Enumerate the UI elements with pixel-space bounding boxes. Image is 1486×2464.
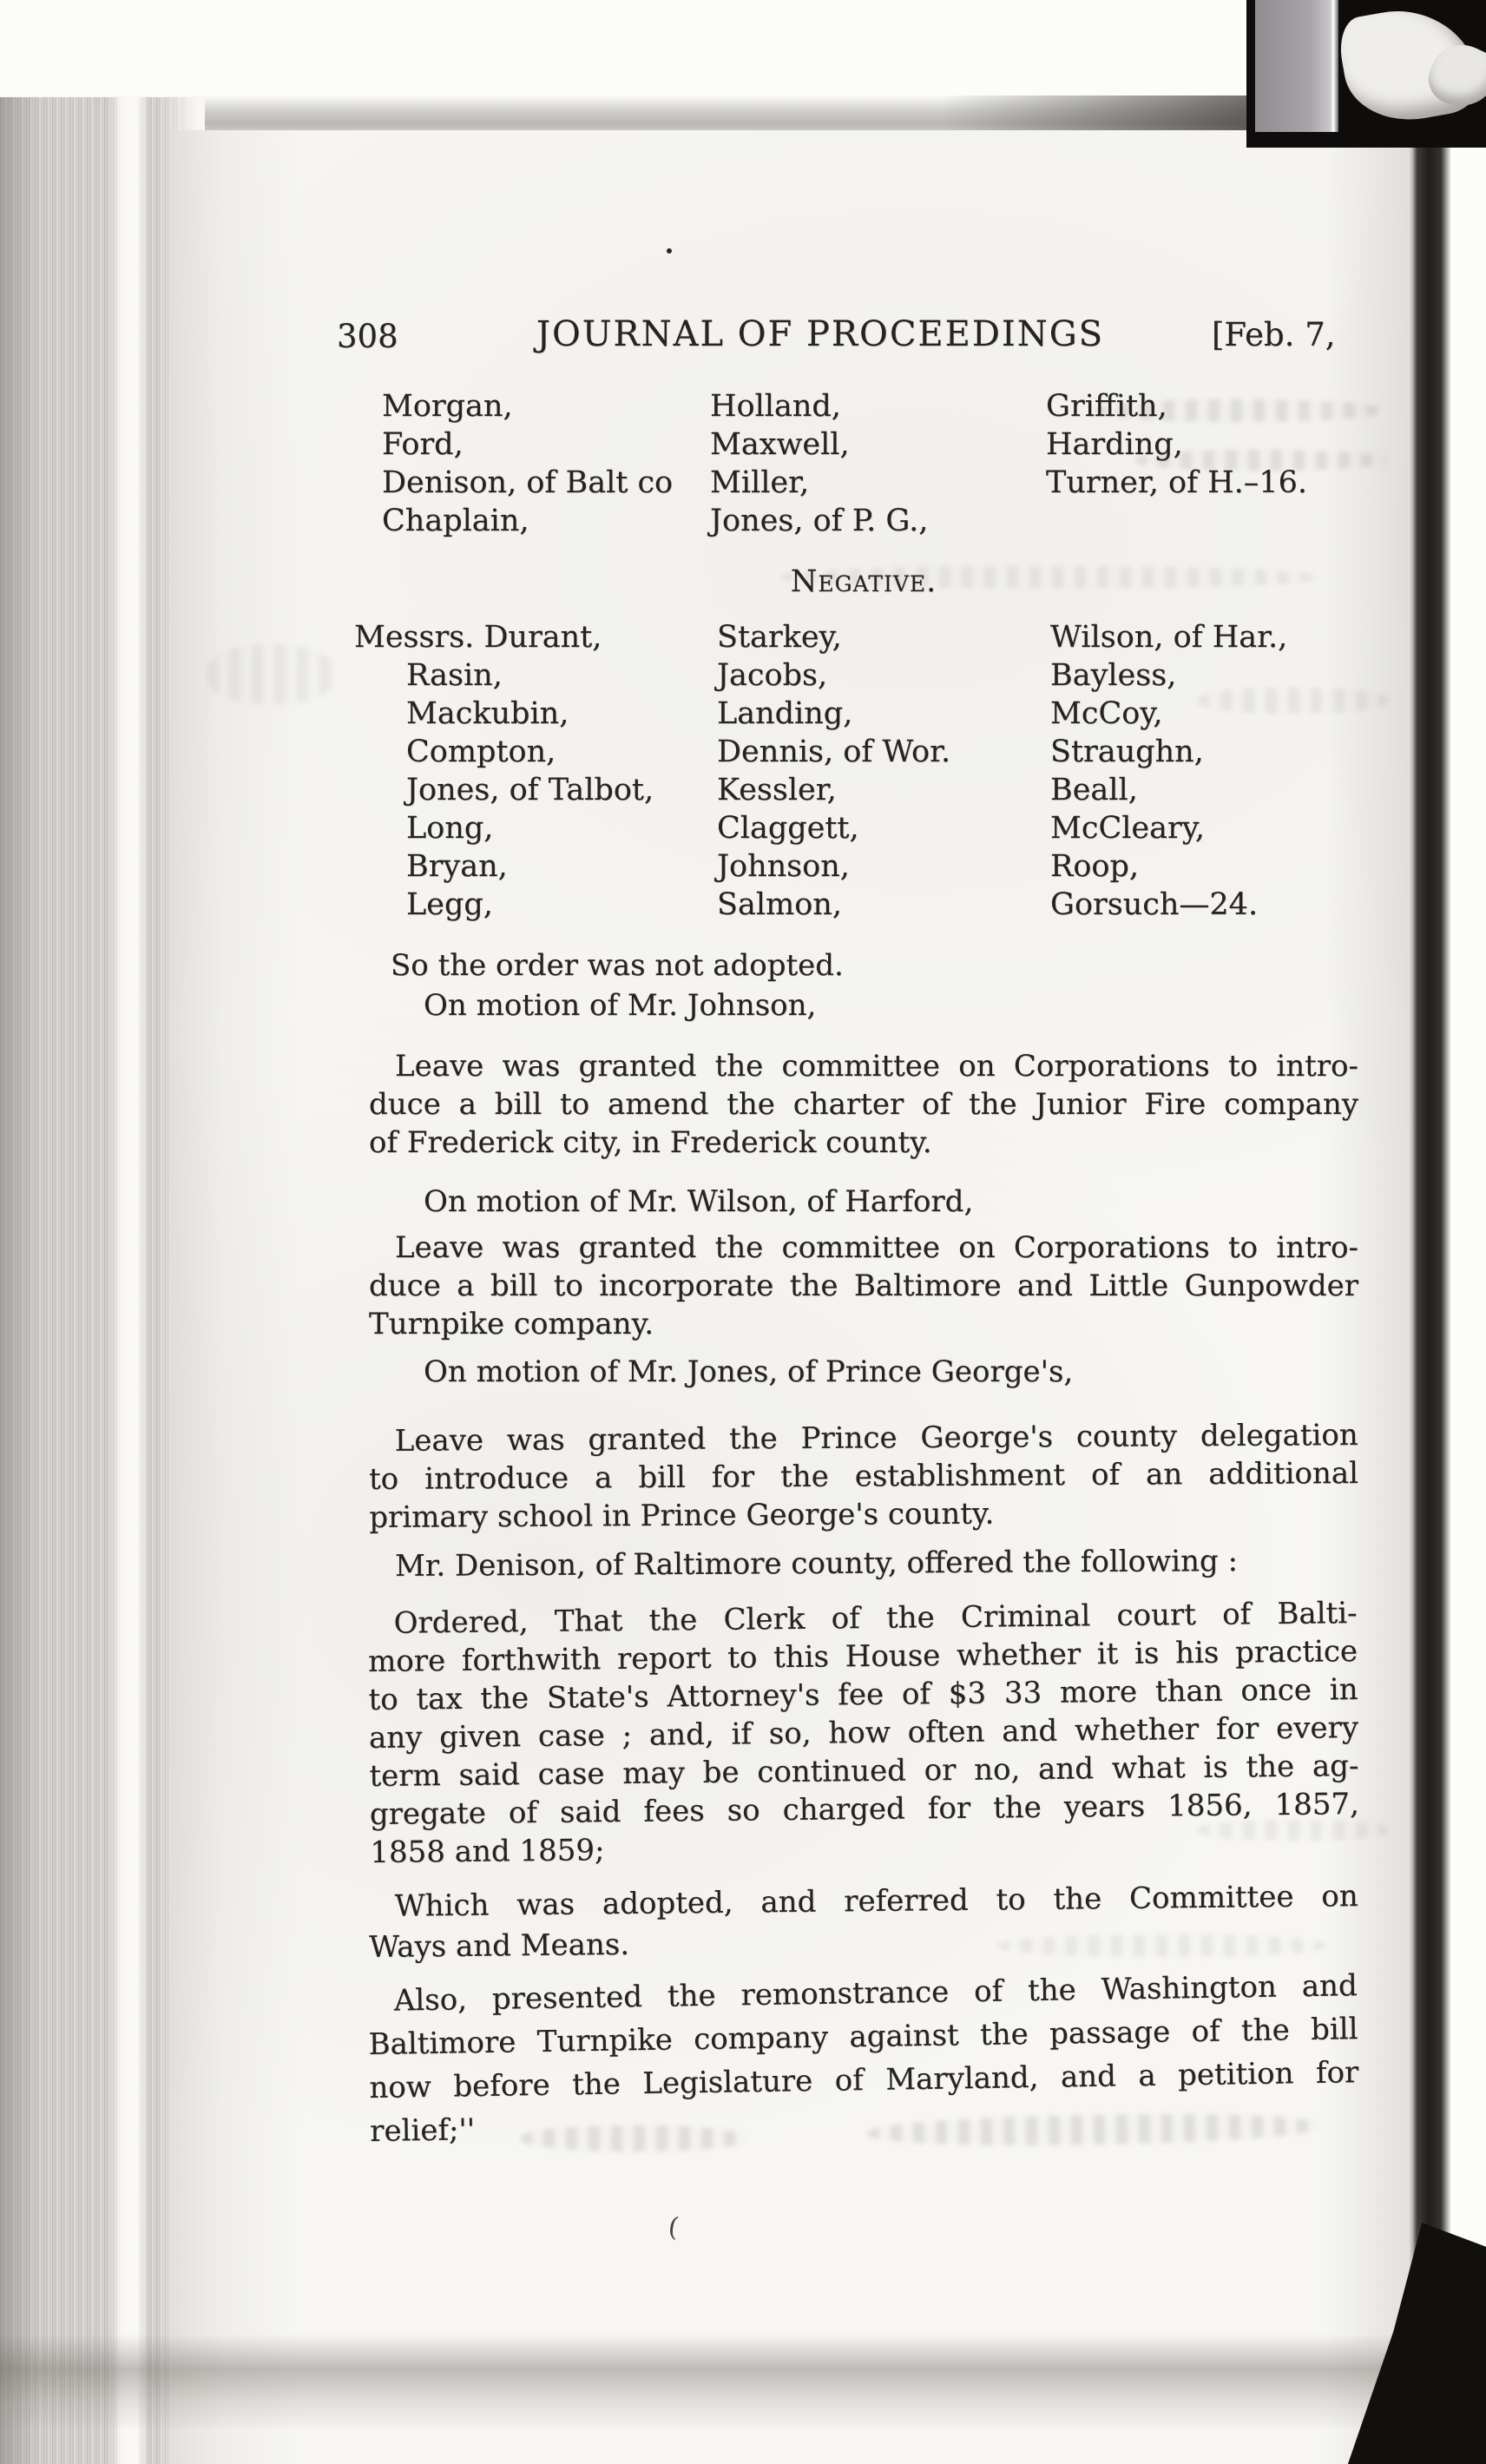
text-line: of Frederick city, in Frederick county. bbox=[369, 1125, 932, 1160]
text-line: now before the Legislature of Maryland, and a petition for bbox=[369, 2055, 1359, 2105]
list-item: Long, bbox=[406, 811, 494, 846]
list-item: Holland, bbox=[710, 389, 841, 424]
motion-line-wilson: On motion of Mr. Wilson, of Harford, bbox=[424, 1184, 974, 1219]
vote-column-1 bbox=[382, 387, 673, 540]
list-item: Kessler, bbox=[717, 773, 837, 807]
list-item: Straughn, bbox=[1050, 735, 1204, 769]
negative-heading: Negative. bbox=[790, 564, 937, 599]
text-line: Leave was granted the Prince George's county delegation bbox=[394, 1418, 1358, 1459]
text-line: Baltimore Turnpike company against the passage of the bill bbox=[368, 2012, 1358, 2063]
list-item: McCleary, bbox=[1050, 811, 1205, 846]
list-item: Jacobs, bbox=[717, 658, 828, 693]
list-item: Denison, of Balt co bbox=[382, 465, 674, 500]
list-item: Legg, bbox=[406, 887, 493, 922]
list-item: Mackubin, bbox=[406, 696, 569, 731]
text-line: Ordered, That the Clerk of the Criminal court of Balti- bbox=[393, 1596, 1358, 1641]
list-item: Wilson, of Har., bbox=[1050, 620, 1288, 655]
list-item: Bayless, bbox=[1050, 658, 1177, 693]
list-item: Chaplain, bbox=[382, 504, 529, 538]
text-line: to tax the State's Attorney's fee of $3 33 more than once in bbox=[368, 1672, 1358, 1718]
list-item: Johnson, bbox=[717, 849, 850, 884]
list-item: Messrs. Durant, bbox=[354, 620, 602, 655]
list-item: Ford, bbox=[382, 427, 464, 462]
text-line: relief;'' bbox=[369, 2112, 476, 2149]
page-number: 308 bbox=[337, 318, 398, 355]
text-line: gregate of said fees so charged for the years 1856, 1857, bbox=[369, 1787, 1360, 1832]
list-item: Landing, bbox=[717, 696, 853, 731]
paragraph-remonstrance bbox=[367, 1964, 1359, 2153]
vote-column-1 bbox=[354, 618, 654, 924]
paragraph-fire-company bbox=[369, 1047, 1358, 1162]
text-line: Also, presented the remonstrance of the Washington and bbox=[393, 1968, 1358, 2019]
list-item: Morgan, bbox=[382, 389, 513, 424]
denison-intro-line: Mr. Denison, of Raltimore county, offered the following : bbox=[394, 1544, 1239, 1584]
list-item: Miller, bbox=[710, 465, 810, 500]
list-item: Beall, bbox=[1050, 773, 1138, 807]
text-line: duce a bill to amend the charter of the Junior Fire company bbox=[369, 1087, 1358, 1122]
list-item: Claggett, bbox=[717, 811, 859, 846]
list-item: Compton, bbox=[406, 735, 556, 769]
text-line: Leave was granted the committee on Corporations to intro- bbox=[395, 1230, 1358, 1265]
list-item: Starkey, bbox=[717, 620, 842, 655]
list-item: McCoy, bbox=[1050, 696, 1163, 731]
list-item: Griffith, bbox=[1046, 389, 1167, 424]
text-line: to introduce a bill for the establishment of an additional bbox=[368, 1456, 1359, 1497]
vote-column-2 bbox=[710, 387, 928, 540]
text-line: term said case may be continued or no, and what is the ag- bbox=[369, 1749, 1359, 1794]
vote-column-2 bbox=[717, 618, 950, 924]
text-line: 1858 and 1859; bbox=[370, 1833, 605, 1870]
book-binding-edge bbox=[1410, 128, 1451, 2464]
running-header-title: JOURNAL OF PROCEEDINGS bbox=[536, 314, 1105, 354]
paragraph-ordered bbox=[367, 1594, 1359, 1872]
vote-column-3 bbox=[1046, 387, 1307, 502]
list-item: Roop, bbox=[1050, 849, 1140, 884]
list-item: Jones, of Talbot, bbox=[406, 773, 654, 807]
vote-column-3 bbox=[1050, 618, 1287, 924]
text-line: any given case ; and, if so, how often and whether for every bbox=[368, 1710, 1359, 1756]
list-item: Turner, of H.–16. bbox=[1046, 465, 1307, 500]
text-line: Turnpike company. bbox=[369, 1307, 654, 1341]
result-line: So the order was not adopted. bbox=[391, 948, 844, 983]
list-item: Rasin, bbox=[406, 658, 503, 693]
motion-line-jones: On motion of Mr. Jones, of Prince George's, bbox=[424, 1354, 1074, 1389]
book-cover-corner-top-right bbox=[1246, 0, 1486, 148]
stray-paren-mark: ( bbox=[666, 2211, 681, 2243]
paragraph-which-adopted bbox=[369, 1876, 1359, 1968]
list-item: Harding, bbox=[1046, 427, 1183, 462]
text-line: Leave was granted the committee on Corporations to intro- bbox=[395, 1049, 1358, 1084]
text-line: duce a bill to incorporate the Baltimore and Little Gunpowder bbox=[369, 1268, 1358, 1303]
running-header-date: [Feb. 7, bbox=[1212, 316, 1336, 353]
text-line: Which was adopted, and referred to the Committee on bbox=[394, 1879, 1358, 1924]
paragraph-turnpike-company bbox=[369, 1229, 1358, 1343]
book-board-edge bbox=[1255, 0, 1338, 132]
list-item: Bryan, bbox=[406, 849, 508, 884]
list-item: Jones, of P. G., bbox=[710, 504, 929, 538]
text-line: Ways and Means. bbox=[369, 1927, 630, 1965]
list-item: Gorsuch—24. bbox=[1050, 887, 1259, 922]
motion-line-johnson: On motion of Mr. Johnson, bbox=[424, 988, 817, 1023]
paragraph-primary-school bbox=[369, 1416, 1359, 1537]
list-item: Maxwell, bbox=[710, 427, 850, 462]
text-line: primary school in Prince George's county. bbox=[369, 1496, 995, 1535]
list-item: Salmon, bbox=[717, 887, 842, 922]
list-item: Dennis, of Wor. bbox=[717, 735, 951, 769]
text-line: more forthwith report to this House whether it is his practice bbox=[367, 1634, 1358, 1680]
